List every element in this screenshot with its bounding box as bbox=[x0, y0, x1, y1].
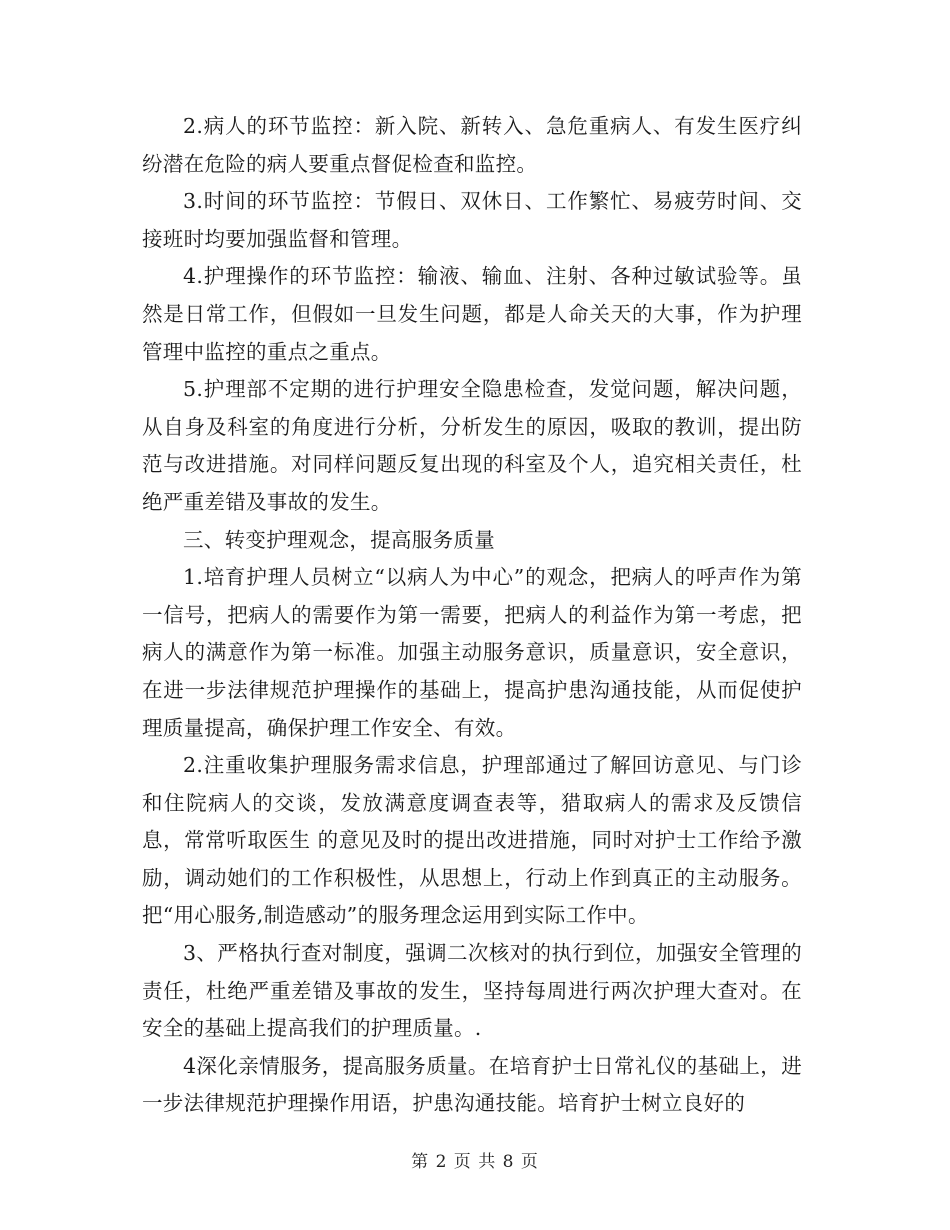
paragraph-patient-centered: 1.培育护理人员树立“以病人为中心”的观念，把病人的呼声作为第一信号，把病人的需要作为第一需要，把病人的利益作为第一考虑，把病人的满意作为第一标准。加强主动服务意识，质量意识，安全意识，在进一步法律规范护理操作的基础上，提高护患沟通技能，从而促使护理质量提高，确保护理工作安全、有效。 bbox=[142, 565, 802, 740]
paragraph-time-monitoring: 3.时间的环节监控：节假日、双休日、工作繁忙、易疲劳时间、交接班时均要加强监督和管理。 bbox=[142, 189, 802, 251]
paragraph-patient-monitoring: 2.病人的环节监控：新入院、新转入、急危重病人、有发生医疗纠纷潜在危险的病人要重点督促检查和监控。 bbox=[142, 114, 802, 176]
section-heading: 三、转变护理观念，提高服务质量 bbox=[183, 527, 495, 552]
paragraph-safety-inspection: 5.护理部不定期的进行护理安全隐患检查，发觉问题，解决问题，从自身及科室的角度进行分析，分析发生的原因，吸取的教训，提出防范与改进措施。对同样问题反复出现的科室及个人，追究相关责任，杜绝严重差错及事故的发生。 bbox=[142, 377, 802, 514]
paragraph-verification-system: 3、严格执行查对制度，强调二次核对的执行到位，加强安全管理的责任，杜绝严重差错及事故的发生，坚持每周进行两次护理大查对。在安全的基础上提高我们的护理质量。. bbox=[142, 941, 802, 1041]
page-number-footer: 第 2 页 共 8 页 bbox=[411, 1152, 539, 1172]
document-body bbox=[142, 108, 802, 1123]
paragraph-care-service: 4深化亲情服务，提高服务质量。在培育护士日常礼仪的基础上，进一步法律规范护理操作用语，护患沟通技能。培育护士树立良好的 bbox=[142, 1053, 802, 1116]
paragraph-service-feedback: 2.注重收集护理服务需求信息，护理部通过了解回访意见、与门诊和住院病人的交谈，发放满意度调查表等，猎取病人的需求及反馈信息，常常听取医生 的意见及时的提出改进措施，同时对护士工作给予激励，调动她们的工作积极性，从思想上，行动上作到真正的主动服务。把“用心服务,制造感动”的服务理念运用到实际工作中。 bbox=[142, 753, 802, 928]
paragraph-operation-monitoring: 4.护理操作的环节监控：输液、输血、注射、各种过敏试验等。虽然是日常工作，但假如一旦发生问题，都是人命关天的大事，作为护理管理中监控的重点之重点。 bbox=[142, 264, 802, 364]
